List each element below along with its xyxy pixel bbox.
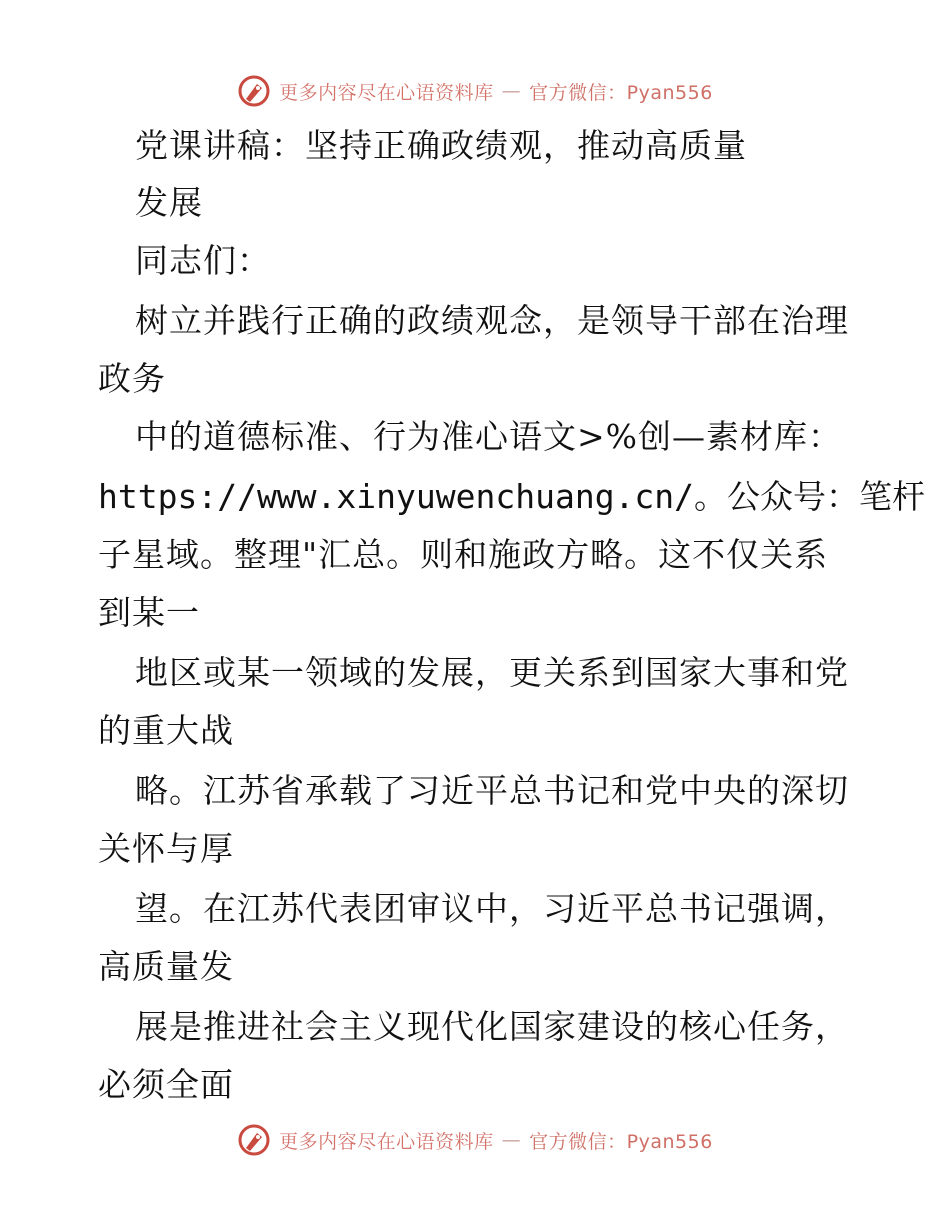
document-title-line-2: 发展 (135, 183, 203, 222)
document-title-line-1: 党课讲稿：坚持正确政绩观，推动高质量 (135, 126, 747, 165)
paragraph-line: 树立并践行正确的政绩观念，是领导干部在治理 (135, 301, 849, 340)
watermark-separator: — (501, 1129, 522, 1151)
salutation: 同志们： (135, 241, 271, 280)
paragraph-line: 子星域。整理"汇总。则和施政方略。这不仅关系 (98, 535, 829, 574)
paragraph-line: 展是推进社会主义现代化国家建设的核心任务， (135, 1007, 849, 1046)
paragraph-line-url: https://www.xinyuwenchuang.cn/。公众号：笔杆 (98, 477, 926, 516)
paragraph-line: 必须全面 (98, 1065, 234, 1104)
pen-nib-logo-icon (237, 1123, 271, 1157)
paragraph-line: 到某一 (98, 593, 200, 632)
watermark-contact: 官方微信：Pyan556 (529, 81, 713, 104)
watermark-text: 更多内容尽在心语资料库 (279, 81, 494, 104)
paragraph-line: 高质量发 (98, 947, 234, 986)
paragraph-line: 中的道德标准、行为准心语文>%创—素材库： (135, 417, 843, 456)
paragraph-line: 地区或某一领域的发展，更关系到国家大事和党 (135, 653, 849, 692)
watermark-text: 更多内容尽在心语资料库 (279, 1130, 494, 1153)
pen-nib-logo-icon (237, 74, 271, 108)
paragraph-line: 略。江苏省承载了习近平总书记和党中央的深切 (135, 771, 849, 810)
header-watermark (0, 71, 950, 111)
paragraph-line: 政务 (98, 359, 166, 398)
footer-watermark (0, 1120, 950, 1160)
paragraph-line: 的重大战 (98, 711, 234, 750)
paragraph-line: 望。在江苏代表团审议中，习近平总书记强调， (135, 889, 849, 928)
watermark-separator: — (501, 80, 522, 102)
paragraph-line: 关怀与厚 (98, 829, 234, 868)
watermark-contact: 官方微信：Pyan556 (529, 1130, 713, 1153)
